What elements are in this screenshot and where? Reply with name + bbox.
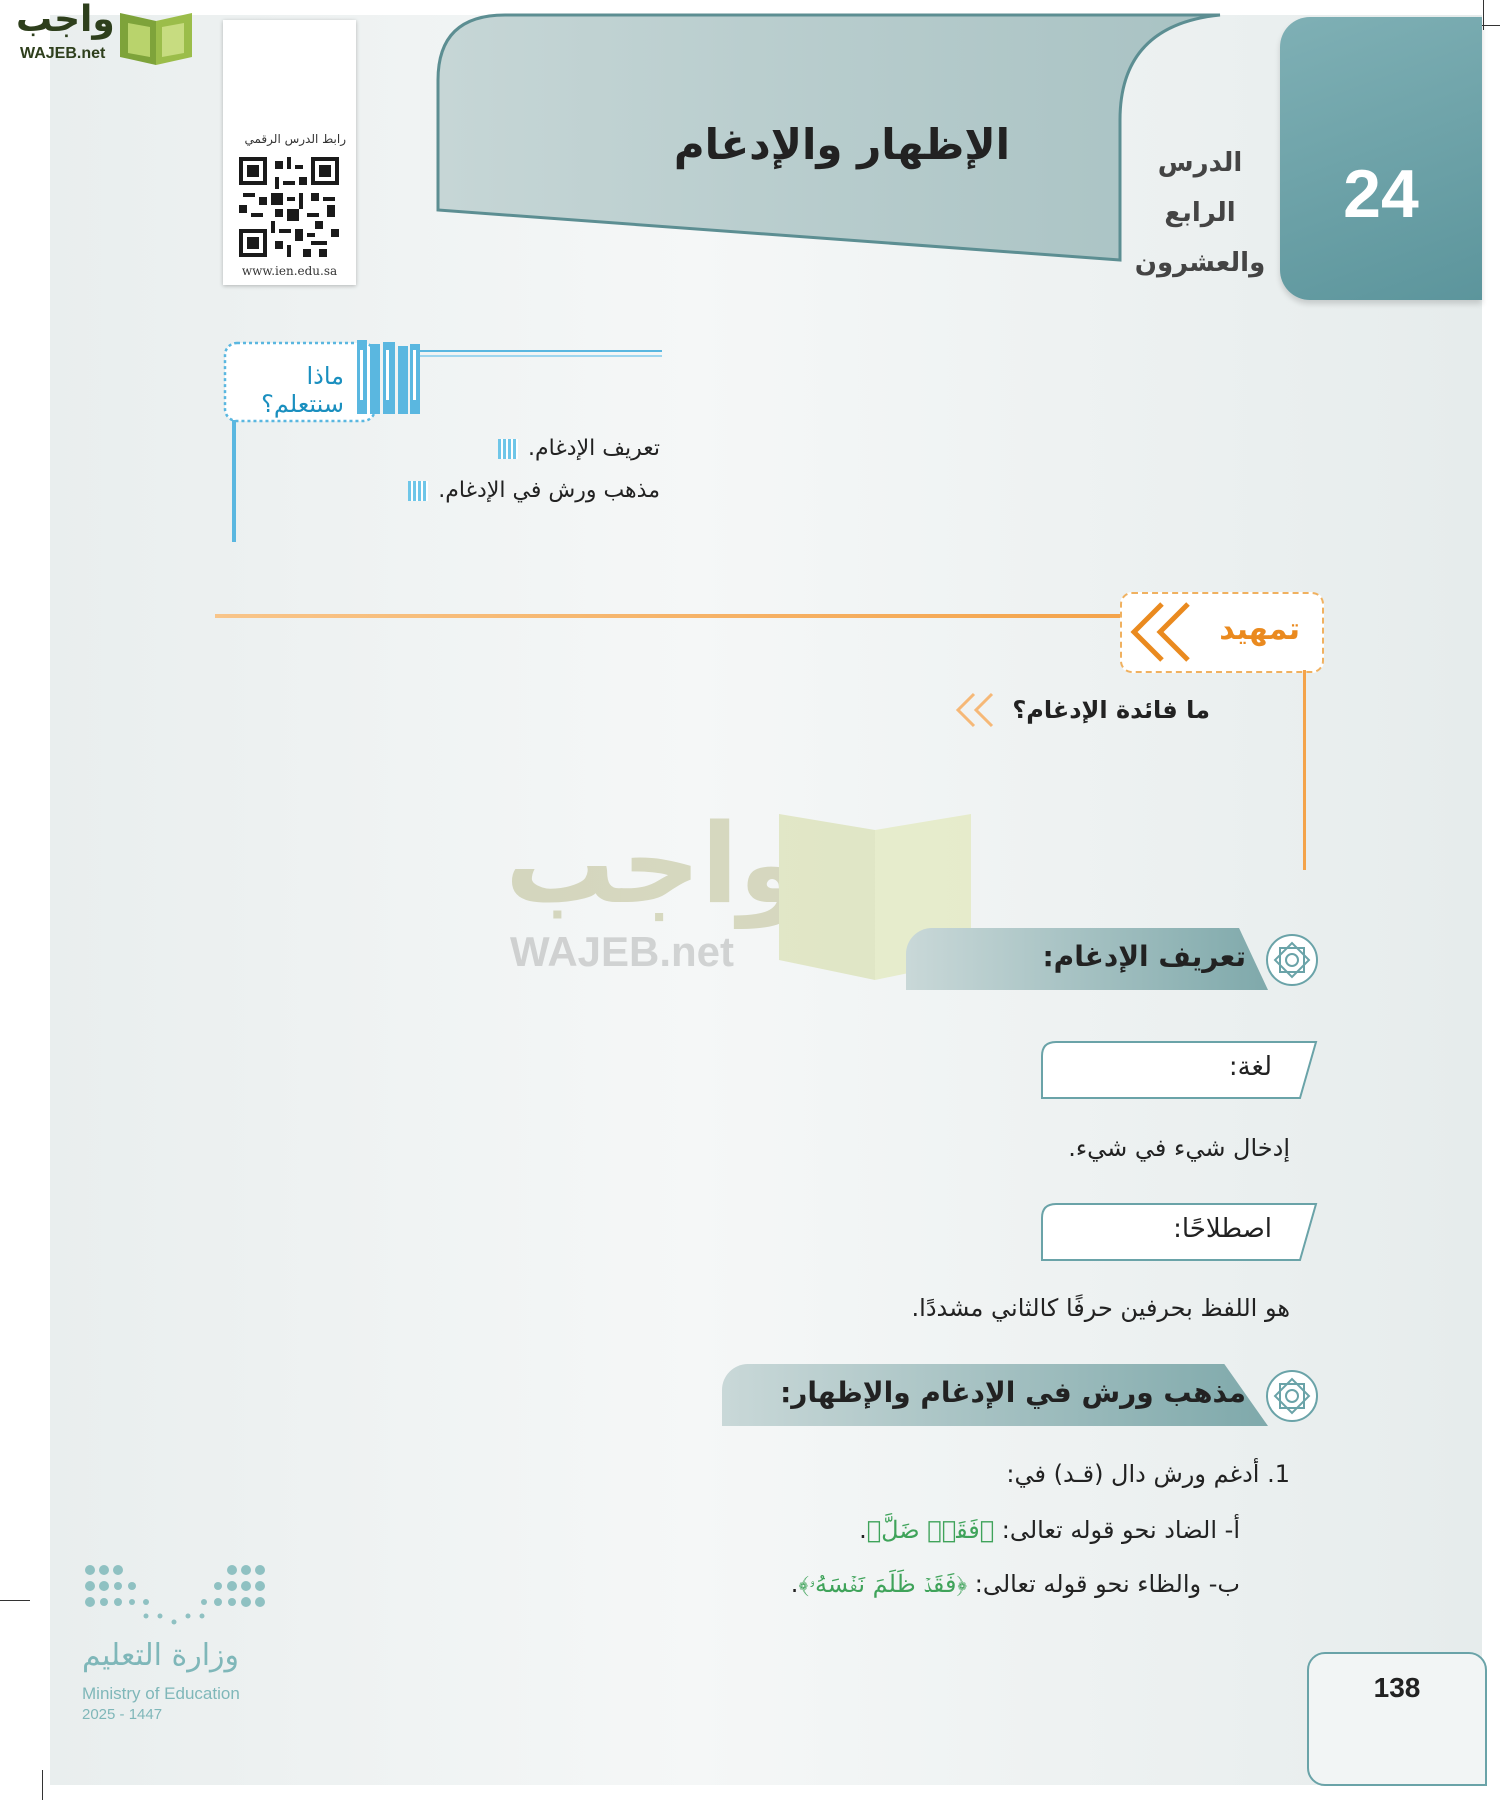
definition-tab-language [1038, 1040, 1318, 1100]
section-heading-text: تعريف الإدغام: [1042, 940, 1246, 973]
ministry-name-english: Ministry of Education [82, 1684, 240, 1703]
ministry-year: 2025 - 1447 [82, 1706, 163, 1723]
double-chevron-icon [954, 690, 1000, 730]
intro-tag-label: تمهيد [1219, 612, 1300, 647]
definition-tab-term [1038, 1202, 1318, 1262]
crop-mark [0, 1600, 30, 1601]
qr-code-icon[interactable] [239, 157, 339, 257]
section-heading-text: مذهب ورش في الإدغام والإظهار: [780, 1376, 1246, 1409]
warsh-example-text: أ- الضاد نحو قوله تعالى: [1001, 1516, 1240, 1544]
book-icon [116, 7, 196, 69]
watermark-arabic: واجب [505, 800, 807, 928]
warsh-example-b: ب- والظاء نحو قوله تعالى: ﴿فَقَدۡ ظَلَمَ نَفۡسَهُۥ﴾. [790, 1570, 1240, 1598]
objectives-label-line2: سنتعلم؟ [261, 390, 344, 418]
crop-mark [42, 1770, 43, 1800]
intro-question-text: ما فائدة الإدغام؟ [1012, 696, 1210, 724]
quran-verse: ﴿فَقَدۡ ضَلَّ﴾ [866, 1516, 995, 1544]
objective-item [408, 478, 660, 503]
intro-tag [1120, 592, 1324, 673]
lesson-title: الإظهار والإدغام [673, 120, 1010, 169]
lesson-label [1120, 138, 1280, 288]
watermark-latin: WAJEB.net [510, 928, 735, 975]
qr-url[interactable]: www.ien.edu.sa [241, 264, 338, 278]
ministry-dots-icon [82, 1560, 267, 1630]
double-chevron-icon [1126, 598, 1206, 666]
ministry-logo [82, 1560, 272, 1730]
rosette-icon [1264, 1368, 1320, 1424]
qr-card[interactable] [223, 20, 356, 285]
site-logo[interactable] [8, 0, 193, 67]
ministry-name-arabic: وزارة التعليم [82, 1638, 240, 1673]
bookshelf-bullet-icon [498, 439, 518, 459]
term-definition: هو اللفظ بحرفين حرفًا كالثاني مشددًا. [911, 1294, 1290, 1322]
lesson-label-line2: والعشرون [1134, 248, 1266, 278]
definition-tab-label: اصطلاحًا: [1173, 1214, 1272, 1244]
site-logo-latin: WAJEB.net [20, 45, 106, 62]
warsh-example-text: ب- والظاء نحو قوله تعالى: [974, 1570, 1240, 1598]
lesson-number-tab [1280, 17, 1482, 300]
section-heading-definition [906, 928, 1320, 990]
objectives-label [236, 362, 344, 418]
lesson-label-line1: الدرس الرابع [1157, 148, 1243, 228]
page-number-box [1307, 1652, 1487, 1786]
warsh-point: 1. أدغم ورش دال (قـد) ﻓﻲ: [1006, 1460, 1290, 1488]
page-number: 138 [1373, 1672, 1421, 1703]
intro-question [954, 690, 1210, 730]
objective-item-text: تعريف الإدغام. [527, 436, 660, 461]
site-logo-arabic: واجب [16, 0, 115, 40]
intro-divider [215, 614, 1135, 618]
lesson-number: 24 [1343, 156, 1419, 232]
objectives-label-line1: ماذا [306, 362, 344, 390]
rosette-icon [1264, 932, 1320, 988]
qr-caption: رابط الدرس الرقمي [244, 132, 346, 146]
intro-vertical-rule [1303, 670, 1306, 870]
language-definition: إدخال شيء ﻓﻲ شيء. [1068, 1134, 1290, 1162]
definition-tab-label: لغة: [1228, 1052, 1272, 1082]
objectives-rule [420, 350, 662, 358]
objective-item [498, 436, 660, 461]
bookshelf-bullet-icon [408, 481, 428, 501]
warsh-example-a: أ- الضاد نحو قوله تعالى: ﴿فَقَدۡ ضَلَّ﴾. [859, 1516, 1240, 1544]
objective-item-text: مذهب ورش ﻓﻲ الإدغام. [438, 478, 660, 503]
section-heading-warsh [722, 1364, 1320, 1426]
objectives-vertical-rule [232, 420, 236, 542]
quran-verse: ﴿فَقَدۡ ظَلَمَ نَفۡسَهُۥ﴾ [798, 1570, 968, 1598]
